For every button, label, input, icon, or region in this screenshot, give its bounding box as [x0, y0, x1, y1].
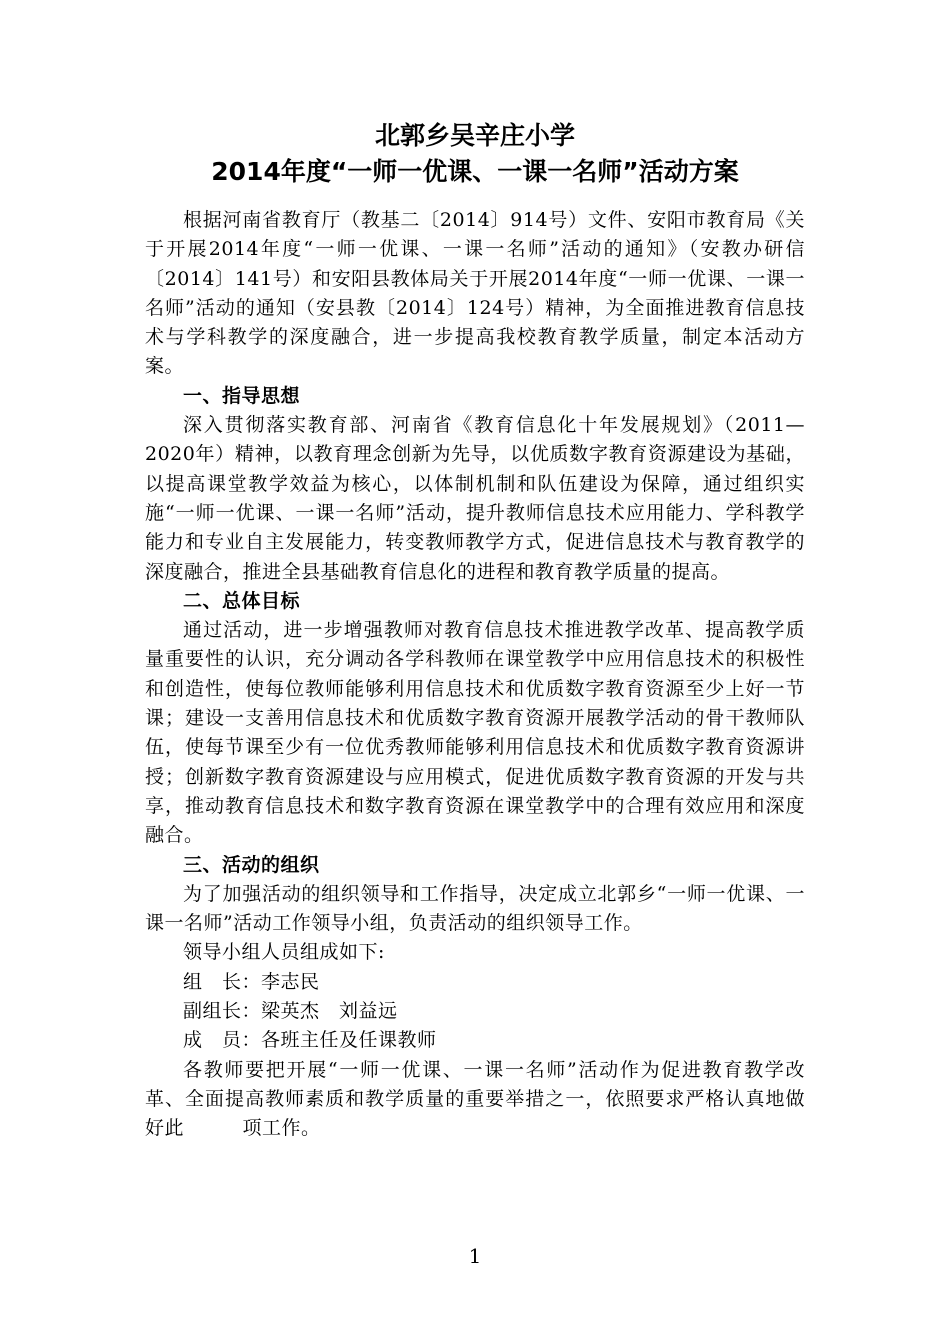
section-paragraph-overall-goal: 通过活动，进一步增强教师对教育信息技术推进教学改革、提高教学质量重要性的认识，充分调动各学科教师在课堂教学中应用信息技术的积极性和创造性，使每位教师能够利用信息技术和优质数字教育资源至少上好一节课；建设一支善用信息技术和优质数字教育资源开展教学活动的骨干教师队伍，使每节课至少有一位优秀教师能够利用信息技术和优质数字教育资源讲授；创新数字教育资源建设与应用模式，促进优质数字教育资源的开发与共享，推动教育信息技术和数字教育资源在课堂教学中的合理有效应用和深度融合。: [145, 619, 805, 847]
section-heading-overall-goal: 二、总体目标: [183, 589, 301, 612]
section-paragraph-guiding-ideology: 深入贯彻落实教育部、河南省《教育信息化十年发展规划》（2011—2020年）精神，以教育理念创新为先导，以优质数字教育资源建设为基础，以提高课堂教学效益为核心，以体制机制和队伍建设为保障，通过组织实施“一师一优课、一课一名师”活动，提升教师信息技术应用能力、学科教学能力和专业自主发展能力，转变教师教学方式，促进信息技术与教育教学的深度融合，推进全县基础教育信息化的进程和教育教学质量的提高。: [145, 414, 805, 583]
section-paragraph-organization: 为了加强活动的组织领导和工作指导，决定成立北郭乡“一师一优课、一课一名师”活动工作领导小组，负责活动的组织领导工作。: [145, 882, 805, 935]
title-school-name: 北郭乡吴辛庄小学: [374, 121, 575, 150]
intro-paragraph: 根据河南省教育厅（教基二〔2014〕914号）文件、安阳市教育局《关于开展2014年度“一师一优课、一课一名师”活动的通知》（安教办研信〔2014〕141号）和安阳县教体局关于开展2014年度“一师一优课、一课一名师”活动的通知（安县教〔2014〕124号）精神，为全面推进教育信息技术与学科教学的深度融合，进一步提高我校教育教学质量，制定本活动方案。: [145, 209, 805, 378]
section-heading-organization: 三、活动的组织: [183, 853, 320, 876]
closing-paragraph: 各教师要把开展“一师一优课、一课一名师”活动作为促进教育教学改革、全面提高教师素质和教学质量的重要举措之一，依照要求严格认真地做好此 项工作。: [145, 1058, 805, 1140]
document-body: [145, 206, 805, 1144]
group-intro-line: 领导小组人员组成如下:: [183, 941, 385, 964]
page-number: 1: [468, 1244, 482, 1268]
title-plan-name: 2014年度“一师一优课、一课一名师”活动方案: [211, 157, 739, 186]
group-leader-line: 组 长：李志民: [183, 970, 320, 993]
section-heading-guiding-ideology: 一、指导思想: [183, 384, 301, 407]
group-deputy-line: 副组长：梁英杰 刘益远: [183, 1000, 398, 1023]
document-title: [0, 118, 950, 190]
group-members-line: 成 员：各班主任及任课教师: [183, 1029, 437, 1052]
